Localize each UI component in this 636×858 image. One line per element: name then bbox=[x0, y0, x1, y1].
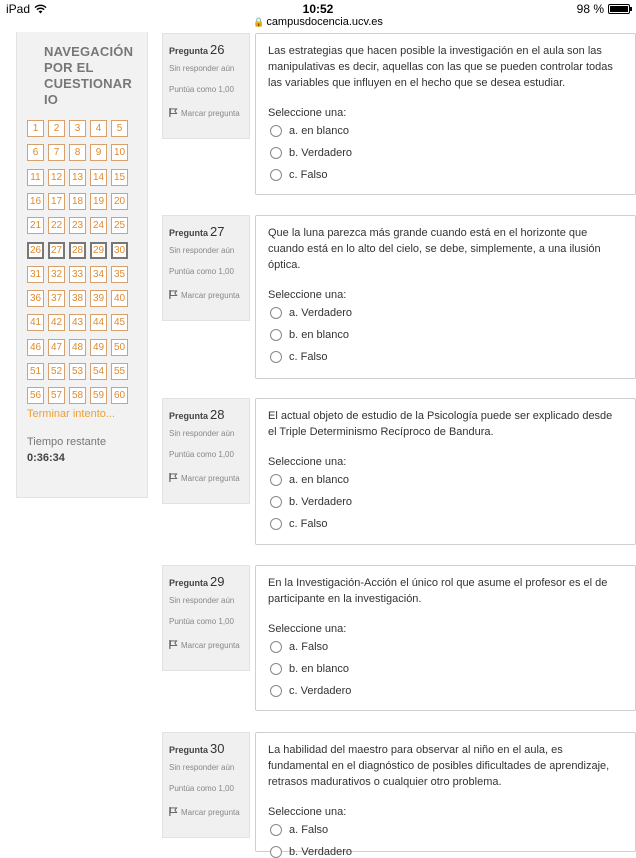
quiz-nav-button-51[interactable]: 51 bbox=[27, 363, 44, 380]
quiz-nav-button-29[interactable]: 29 bbox=[90, 242, 107, 259]
flag-question-label: Marcar pregunta bbox=[181, 474, 240, 483]
answer-option[interactable] bbox=[270, 474, 349, 486]
answer-prompt: Seleccione una: bbox=[268, 456, 347, 468]
question-label bbox=[169, 42, 224, 57]
question-content-28 bbox=[255, 398, 636, 545]
answer-option[interactable] bbox=[270, 147, 352, 159]
question-state: Sin responder aún bbox=[169, 596, 235, 605]
question-info-29 bbox=[162, 565, 250, 671]
question-grade: Puntúa como 1,00 bbox=[169, 85, 234, 94]
lock-icon: 🔒 bbox=[253, 17, 265, 27]
answer-option[interactable] bbox=[270, 496, 352, 508]
question-info-28 bbox=[162, 398, 250, 504]
quiz-nav-button-40[interactable]: 40 bbox=[111, 290, 128, 307]
quiz-nav-button-38[interactable]: 38 bbox=[69, 290, 86, 307]
answer-option[interactable] bbox=[270, 663, 349, 675]
quiz-nav-button-56[interactable]: 56 bbox=[27, 387, 44, 404]
quiz-nav-button-25[interactable]: 25 bbox=[111, 217, 128, 234]
battery-fill bbox=[610, 6, 628, 12]
answer-option-label: b. Verdadero bbox=[289, 846, 352, 858]
question-text: Las estrategias que hacen posible la investigación en el aula son las manipulativas es decir, aquellas con las que se pueden controlar todas las variables que influyen en el hecho que se desea estudiar. bbox=[268, 45, 613, 89]
quiz-nav-button-20[interactable]: 20 bbox=[111, 193, 128, 210]
answer-prompt: Seleccione una: bbox=[268, 289, 347, 301]
question-text: En la Investigación-Acción el único rol que asume el profesor es el de participante en la investigación. bbox=[268, 577, 608, 605]
quiz-nav-button-14[interactable]: 14 bbox=[90, 169, 107, 186]
answer-option[interactable] bbox=[270, 824, 328, 836]
answer-option-label: c. Falso bbox=[289, 351, 328, 363]
quiz-nav-button-32[interactable]: 32 bbox=[48, 266, 65, 283]
question-content-27 bbox=[255, 215, 636, 379]
flag-icon bbox=[169, 807, 178, 816]
question-number: 28 bbox=[210, 407, 225, 422]
flag-question-label: Marcar pregunta bbox=[181, 109, 240, 118]
radio-button[interactable] bbox=[270, 663, 282, 675]
answer-option[interactable] bbox=[270, 685, 351, 697]
battery-percent: 98 % bbox=[576, 2, 604, 16]
answer-option-label: a. en blanco bbox=[289, 474, 349, 486]
quiz-nav-button-22[interactable]: 22 bbox=[48, 217, 65, 234]
quiz-nav-button-3[interactable]: 3 bbox=[69, 120, 86, 137]
quiz-nav-button-18[interactable]: 18 bbox=[69, 193, 86, 210]
question-content-26 bbox=[255, 33, 636, 195]
quiz-nav-button-16[interactable]: 16 bbox=[27, 193, 44, 210]
quiz-nav-button-44[interactable]: 44 bbox=[90, 314, 107, 331]
quiz-nav-button-5[interactable]: 5 bbox=[111, 120, 128, 137]
quiz-nav-button-36[interactable]: 36 bbox=[27, 290, 44, 307]
quiz-nav-button-50[interactable]: 50 bbox=[111, 339, 128, 356]
quiz-nav-button-54[interactable]: 54 bbox=[90, 363, 107, 380]
question-label bbox=[169, 407, 224, 422]
quiz-nav-button-13[interactable]: 13 bbox=[69, 169, 86, 186]
quiz-nav-button-53[interactable]: 53 bbox=[69, 363, 86, 380]
question-text: La habilidad del maestro para observar al niño en el aula, es fundamental en el diagnóstico de posibles dificultades de aprendizaje, retrasos madurativos o cualquier otro problema. bbox=[268, 744, 610, 788]
quiz-nav-button-52[interactable]: 52 bbox=[48, 363, 65, 380]
radio-button[interactable] bbox=[270, 351, 282, 363]
answer-option-label: a. Verdadero bbox=[289, 307, 352, 319]
question-label-text: Pregunta bbox=[169, 745, 209, 755]
radio-button[interactable] bbox=[270, 147, 282, 159]
answer-option[interactable] bbox=[270, 125, 349, 137]
flag-question-link[interactable] bbox=[169, 472, 241, 486]
nav-title-line: CUESTIONAR bbox=[44, 76, 132, 91]
quiz-nav-button-60[interactable]: 60 bbox=[111, 387, 128, 404]
quiz-nav-button-59[interactable]: 59 bbox=[90, 387, 107, 404]
quiz-nav-button-30[interactable]: 30 bbox=[111, 242, 128, 259]
question-grade: Puntúa como 1,00 bbox=[169, 617, 234, 626]
device-name: iPad bbox=[6, 2, 31, 16]
question-content-29 bbox=[255, 565, 636, 711]
flag-question-label: Marcar pregunta bbox=[181, 641, 240, 650]
answer-option-label: a. Falso bbox=[289, 641, 329, 653]
quiz-nav-button-12[interactable]: 12 bbox=[48, 169, 65, 186]
answer-option[interactable] bbox=[270, 518, 328, 530]
radio-button[interactable] bbox=[270, 496, 282, 508]
radio-button[interactable] bbox=[270, 125, 282, 137]
question-state: Sin responder aún bbox=[169, 246, 235, 255]
question-label-text: Pregunta bbox=[169, 46, 209, 56]
radio-button[interactable] bbox=[270, 329, 282, 341]
question-text: Que la luna parezca más grande cuando está en el horizonte que cuando está en lo alto del cielo, se debe, simplemente, a una ilusión óptica. bbox=[268, 227, 601, 271]
quiz-nav-button-11[interactable]: 11 bbox=[27, 169, 44, 186]
answer-option-label: c. Verdadero bbox=[289, 685, 352, 697]
flag-icon bbox=[169, 108, 178, 117]
question-info-26 bbox=[162, 33, 250, 139]
quiz-nav-button-26[interactable]: 26 bbox=[27, 242, 44, 259]
quiz-nav-button-9[interactable]: 9 bbox=[90, 144, 107, 161]
quiz-nav-button-58[interactable]: 58 bbox=[69, 387, 86, 404]
answer-option[interactable] bbox=[270, 307, 352, 319]
question-grade: Puntúa como 1,00 bbox=[169, 267, 234, 276]
finish-attempt-link[interactable]: Terminar intento... bbox=[27, 408, 116, 420]
flag-question-link[interactable] bbox=[169, 289, 241, 303]
answer-option[interactable] bbox=[270, 351, 328, 363]
answer-option-label: b. Verdadero bbox=[289, 147, 352, 159]
quiz-nav-button-57[interactable]: 57 bbox=[48, 387, 65, 404]
radio-button[interactable] bbox=[270, 307, 282, 319]
quiz-nav-button-43[interactable]: 43 bbox=[69, 314, 86, 331]
nav-title-line: IO bbox=[44, 92, 59, 107]
time-left-label: Tiempo restante bbox=[27, 436, 107, 448]
answer-option-label: b. en blanco bbox=[289, 329, 349, 341]
quiz-nav-button-1[interactable]: 1 bbox=[27, 120, 44, 137]
quiz-nav-button-37[interactable]: 37 bbox=[48, 290, 65, 307]
question-label-text: Pregunta bbox=[169, 411, 209, 421]
flag-question-link[interactable] bbox=[169, 107, 241, 121]
question-grade: Puntúa como 1,00 bbox=[169, 784, 234, 793]
answer-prompt: Seleccione una: bbox=[268, 623, 347, 635]
question-number: 29 bbox=[210, 574, 225, 589]
radio-button[interactable] bbox=[270, 641, 282, 653]
answer-option-label: c. Falso bbox=[289, 518, 328, 530]
quiz-nav-button-33[interactable]: 33 bbox=[69, 266, 86, 283]
question-state: Sin responder aún bbox=[169, 429, 235, 438]
flag-question-link[interactable] bbox=[169, 806, 241, 820]
quiz-nav-button-48[interactable]: 48 bbox=[69, 339, 86, 356]
quiz-nav-button-42[interactable]: 42 bbox=[48, 314, 65, 331]
flag-icon bbox=[169, 473, 178, 482]
radio-button[interactable] bbox=[270, 685, 282, 697]
question-number: 27 bbox=[210, 224, 225, 239]
quiz-nav-button-17[interactable]: 17 bbox=[48, 193, 65, 210]
quiz-nav-button-10[interactable]: 10 bbox=[111, 144, 128, 161]
quiz-nav-button-41[interactable]: 41 bbox=[27, 314, 44, 331]
time-left-value: 0:36:34 bbox=[27, 452, 65, 464]
flag-question-link[interactable] bbox=[169, 639, 241, 653]
answer-option-label: c. Falso bbox=[289, 169, 328, 181]
question-label bbox=[169, 574, 224, 589]
question-info-30 bbox=[162, 732, 250, 838]
answer-option[interactable] bbox=[270, 846, 352, 858]
flag-icon bbox=[169, 290, 178, 299]
quiz-nav-button-21[interactable]: 21 bbox=[27, 217, 44, 234]
answer-prompt: Seleccione una: bbox=[268, 107, 347, 119]
quiz-nav-button-28[interactable]: 28 bbox=[69, 242, 86, 259]
quiz-nav-button-7[interactable]: 7 bbox=[48, 144, 65, 161]
radio-button[interactable] bbox=[270, 169, 282, 181]
flag-question-label: Marcar pregunta bbox=[181, 808, 240, 817]
question-info-27 bbox=[162, 215, 250, 321]
battery-icon bbox=[608, 4, 630, 14]
quiz-nav-button-4[interactable]: 4 bbox=[90, 120, 107, 137]
nav-title-line: POR EL bbox=[44, 60, 94, 75]
quiz-nav-button-45[interactable]: 45 bbox=[111, 314, 128, 331]
answer-prompt: Seleccione una: bbox=[268, 806, 347, 818]
flag-icon bbox=[169, 640, 178, 649]
clock: 10:52 bbox=[302, 2, 334, 16]
answer-option[interactable] bbox=[270, 641, 328, 653]
radio-button[interactable] bbox=[270, 846, 282, 858]
quiz-nav-button-46[interactable]: 46 bbox=[27, 339, 44, 356]
quiz-nav-button-34[interactable]: 34 bbox=[90, 266, 107, 283]
quiz-nav-button-15[interactable]: 15 bbox=[111, 169, 128, 186]
quiz-nav-button-6[interactable]: 6 bbox=[27, 144, 44, 161]
question-state: Sin responder aún bbox=[169, 64, 235, 73]
quiz-nav-button-8[interactable]: 8 bbox=[69, 144, 86, 161]
question-label-text: Pregunta bbox=[169, 578, 209, 588]
answer-option[interactable] bbox=[270, 169, 328, 181]
flag-question-label: Marcar pregunta bbox=[181, 291, 240, 300]
status-bar bbox=[0, 0, 636, 32]
answer-option-label: b. Verdadero bbox=[289, 496, 352, 508]
answer-option[interactable] bbox=[270, 329, 349, 341]
question-number: 30 bbox=[210, 741, 225, 756]
question-label bbox=[169, 741, 224, 756]
answer-option-label: a. en blanco bbox=[289, 125, 349, 137]
quiz-nav-button-19[interactable]: 19 bbox=[90, 193, 107, 210]
radio-button[interactable] bbox=[270, 824, 282, 836]
nav-title-line: NAVEGACIÓN bbox=[44, 44, 134, 59]
question-number: 26 bbox=[210, 42, 225, 57]
quiz-nav-button-47[interactable]: 47 bbox=[48, 339, 65, 356]
quiz-nav-button-35[interactable]: 35 bbox=[111, 266, 128, 283]
quiz-nav-button-24[interactable]: 24 bbox=[90, 217, 107, 234]
question-grade: Puntúa como 1,00 bbox=[169, 450, 234, 459]
answer-option-label: b. en blanco bbox=[289, 663, 349, 675]
question-state: Sin responder aún bbox=[169, 763, 235, 772]
quiz-nav-button-31[interactable]: 31 bbox=[27, 266, 44, 283]
quiz-nav-button-55[interactable]: 55 bbox=[111, 363, 128, 380]
quiz-nav-button-49[interactable]: 49 bbox=[90, 339, 107, 356]
quiz-navigation-block bbox=[16, 32, 148, 498]
quiz-navigation-title bbox=[44, 44, 144, 108]
quiz-nav-button-39[interactable]: 39 bbox=[90, 290, 107, 307]
quiz-nav-button-2[interactable]: 2 bbox=[48, 120, 65, 137]
question-text: El actual objeto de estudio de la Psicología puede ser explicado desde el Triple Determinismo Recíproco de Bandura. bbox=[268, 410, 613, 438]
radio-button[interactable] bbox=[270, 518, 282, 530]
question-content-30 bbox=[255, 732, 636, 858]
url-text: campusdocencia.ucv.es bbox=[266, 16, 383, 28]
address-bar[interactable] bbox=[0, 16, 636, 28]
radio-button[interactable] bbox=[270, 474, 282, 486]
answer-option-label: a. Falso bbox=[289, 824, 329, 836]
quiz-nav-button-27[interactable]: 27 bbox=[48, 242, 65, 259]
question-label bbox=[169, 224, 224, 239]
question-label-text: Pregunta bbox=[169, 228, 209, 238]
status-right bbox=[577, 2, 630, 16]
quiz-nav-button-23[interactable]: 23 bbox=[69, 217, 86, 234]
